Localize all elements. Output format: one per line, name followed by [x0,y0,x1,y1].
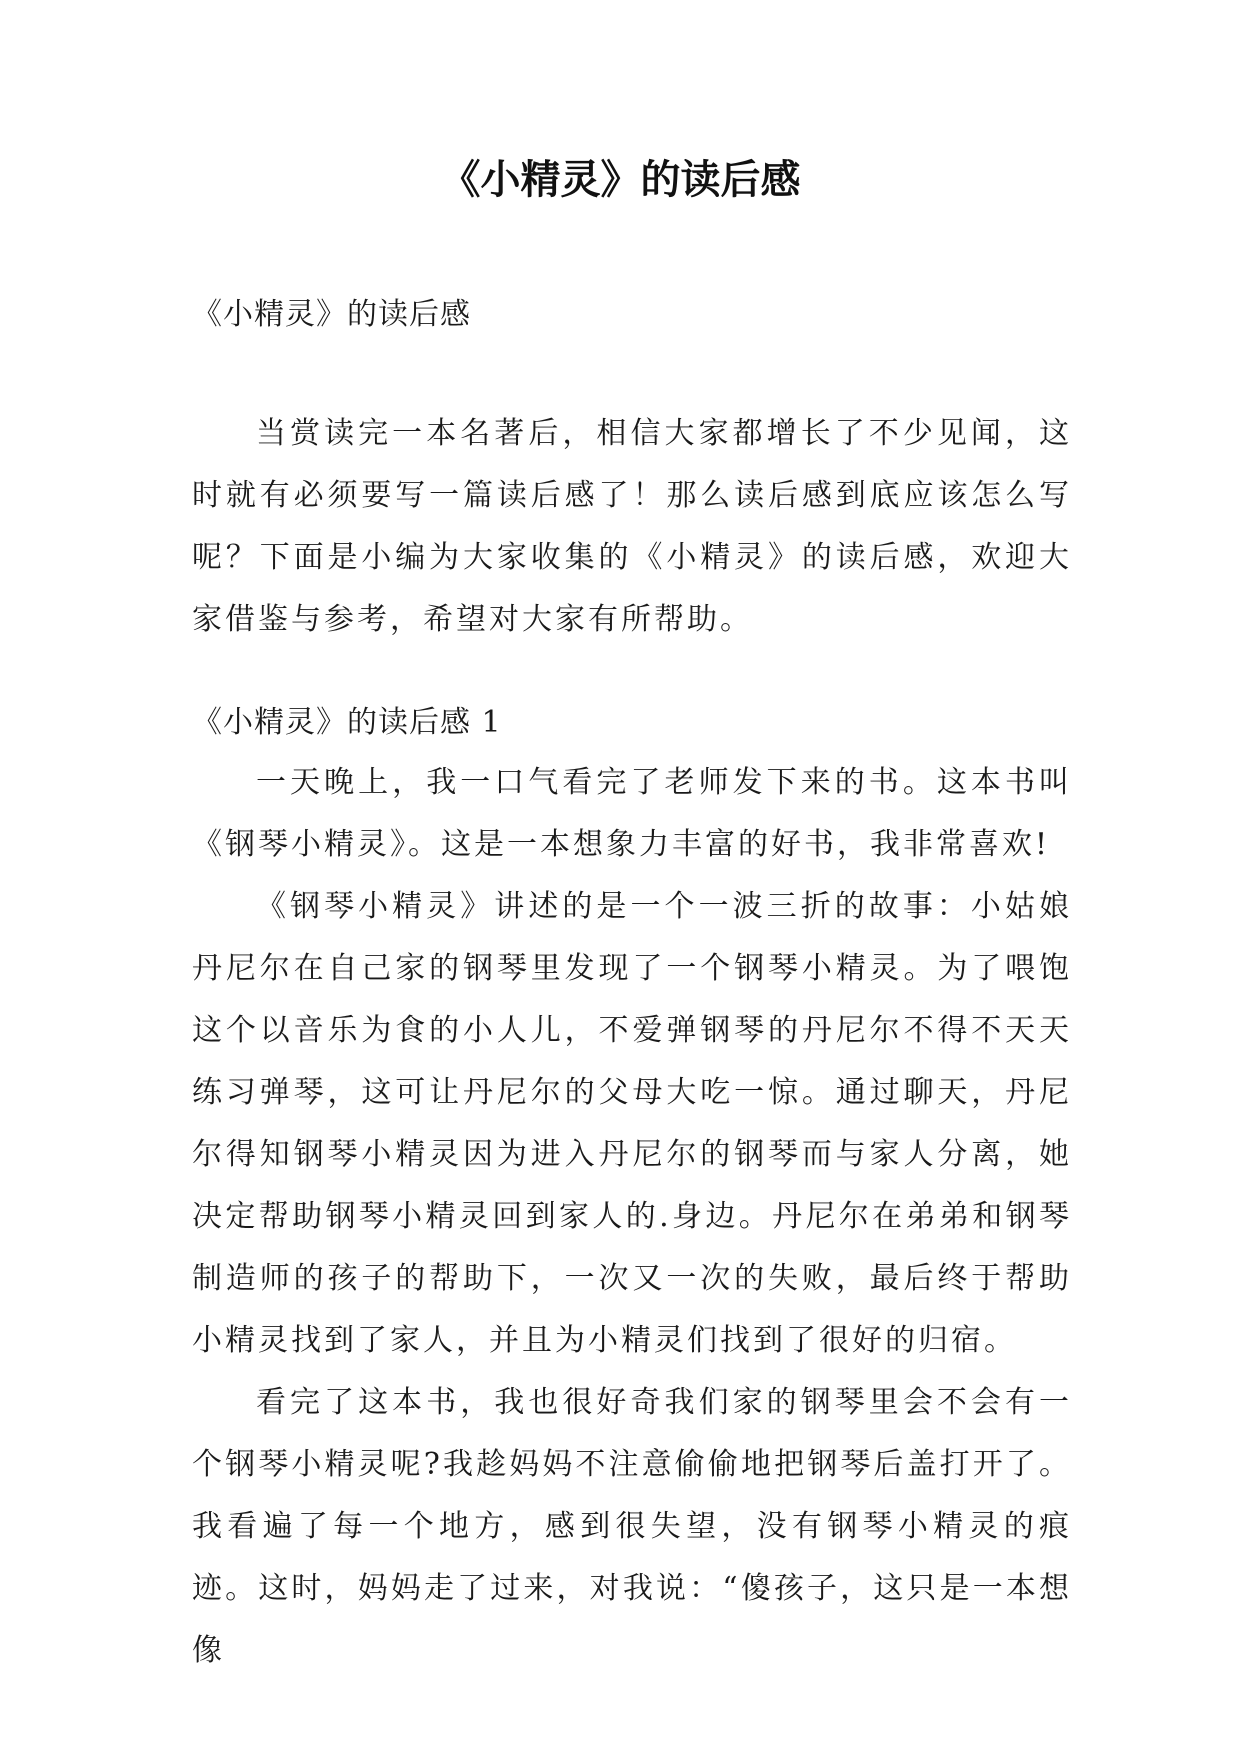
body-paragraph-3: 看完了这本书，我也很好奇我们家的钢琴里会不会有一个钢琴小精灵呢?我趁妈妈不注意偷偷地把钢琴后盖打开了。我看遍了每一个地方，感到很失望，没有钢琴小精灵的痕迹。这时，妈妈走了过来，对我说：“傻孩子，这只是一本想像 [192,1385,1072,1668]
section-heading: 《小精灵》的读后感 1 [192,705,502,740]
document-subtitle: 《小精灵》的读后感 [192,297,471,332]
body-paragraph-2: 《钢琴小精灵》讲述的是一个一波三折的故事：小姑娘丹尼尔在自己家的钢琴里发现了一个钢琴小精灵。为了喂饱这个以音乐为食的小人儿，不爱弹钢琴的丹尼尔不得不天天练习弹琴，这可让丹尼尔的父母大吃一惊。通过聊天，丹尼尔得知钢琴小精灵因为进入丹尼尔的钢琴而与家人分离，她决定帮助钢琴小精灵回到家人的.身边。丹尼尔在弟弟和钢琴制造师的孩子的帮助下，一次又一次的失败，最后终于帮助小精灵找到了家人，并且为小精灵们找到了很好的归宿。 [192,889,1072,1358]
intro-paragraph: 当赏读完一本名著后，相信大家都增长了不少见闻，这时就有必须要写一篇读后感了！那么读后感到底应该怎么写呢？下面是小编为大家收集的《小精灵》的读后感，欢迎大家借鉴与参考，希望对大家有所帮助。 [192,416,1072,637]
body-paragraph-1: 一天晚上，我一口气看完了老师发下来的书。这本书叫《钢琴小精灵》。这是一本想象力丰富的好书，我非常喜欢! [192,765,1072,862]
document-title: 《小精灵》的读后感 [440,157,801,203]
essay-body [192,752,1072,1682]
